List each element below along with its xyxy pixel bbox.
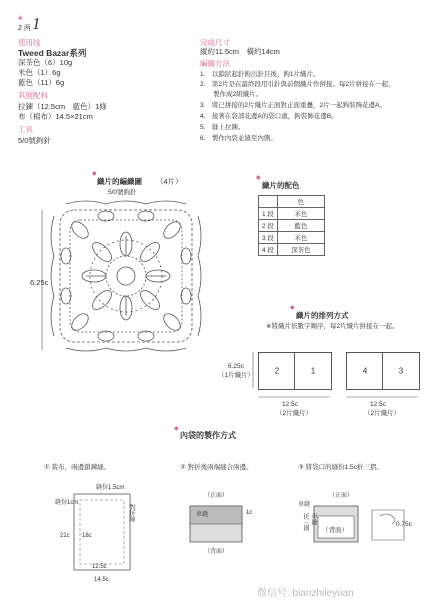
layout-title: 織片的排列方式 bbox=[296, 311, 349, 320]
motif-title: 織片的編織圖 bbox=[97, 177, 142, 186]
bullet-icon: ◆ bbox=[256, 175, 261, 181]
fold-label: 對折線 bbox=[128, 504, 134, 522]
other-item: 拉鍊（12.5cm 藍色）1條 bbox=[18, 102, 107, 111]
table-row bbox=[259, 220, 325, 232]
method-step: 5. 縫上拉鍊。 bbox=[200, 124, 245, 131]
method-step: 6. 製作內袋並縫至內側。 bbox=[200, 135, 277, 142]
layout-width: 12.5c bbox=[282, 401, 298, 408]
layout-width: 12.5c bbox=[370, 401, 386, 408]
back-label: （背面） bbox=[204, 549, 229, 555]
size-header: 完成尺寸 bbox=[200, 38, 230, 47]
layout-width-sub: （2片織片） bbox=[276, 410, 313, 417]
table-cell: 藍色 bbox=[277, 220, 324, 232]
table-row bbox=[259, 208, 325, 220]
method-step: 製作成2組織片。 bbox=[200, 91, 263, 98]
page-label: 2 两 bbox=[18, 25, 31, 32]
method-step: 3. 將已拼接的2片織片正面對正面重疊，2片一起鉤裝飾花邊A。 bbox=[200, 102, 386, 109]
yarn-series: Tweed Bazar系列 bbox=[18, 48, 87, 58]
table-cell bbox=[259, 196, 278, 208]
height-out-label: 21c bbox=[60, 533, 70, 539]
watermark: 微信号: bianzhileyuan bbox=[257, 588, 354, 599]
table-header: 色 bbox=[277, 196, 324, 208]
method-step: 2. 第2片是在最終段用引針與前個織片作拼接。每2片拼接在一起， bbox=[200, 81, 395, 88]
layout-note: ※將織片依數字順序，每2片織片拼接在一起。 bbox=[266, 323, 399, 330]
inner-title: 內袋的製作方式 bbox=[180, 431, 236, 440]
color-table bbox=[258, 195, 325, 256]
bullet-icon: ◆ bbox=[290, 305, 295, 311]
method-step: 1. 以鎖狀起針鉤出針目後，鉤1片織片。 bbox=[200, 71, 320, 78]
height-dimension-arrow bbox=[38, 210, 46, 350]
motif-cell: 1 bbox=[294, 352, 332, 390]
height-dimension-arrow bbox=[250, 352, 256, 392]
motif-height-label: 6.25c bbox=[30, 278, 49, 287]
table-row bbox=[259, 232, 325, 244]
bullet-icon: ◆ bbox=[174, 426, 179, 432]
motif-count: （4片） bbox=[156, 177, 183, 186]
yarn-item: 米色（1）6g bbox=[18, 68, 61, 77]
seam-width-label: 1c bbox=[246, 510, 253, 516]
seam-label: 車縫 bbox=[196, 512, 209, 518]
layout-width-sub: （2片織片） bbox=[364, 410, 401, 417]
layout-height-sub: （1片織片） bbox=[218, 372, 255, 379]
front-label: （正面） bbox=[204, 493, 229, 499]
table-cell: 米色 bbox=[277, 232, 324, 244]
table-cell: 1 段 bbox=[259, 208, 278, 220]
page-marker-icon: ❀ bbox=[18, 16, 24, 22]
table-cell: 米色 bbox=[277, 208, 324, 220]
table-cell: 4 段 bbox=[259, 244, 278, 256]
motif-cell: 3 bbox=[382, 352, 420, 390]
method-header: 編織方法 bbox=[200, 59, 230, 68]
motif-cell: 2 bbox=[258, 352, 296, 390]
seam-top-label: 縫份1.5cm bbox=[96, 485, 125, 491]
height-in-label: 18c bbox=[82, 533, 92, 539]
tools-header: 工具 bbox=[18, 125, 33, 134]
page-number: 1 bbox=[32, 14, 41, 33]
inner-step: ③ 將袋口的縫份1.5c折三摺。 bbox=[298, 464, 383, 471]
yarn-item: 藍色（11）6g bbox=[18, 78, 65, 87]
back-label: （背面） bbox=[322, 527, 348, 534]
table-cell: 深茶色 bbox=[277, 244, 324, 256]
motif-cell: 4 bbox=[346, 352, 384, 390]
table-cell: 3 段 bbox=[259, 232, 278, 244]
front-label: （正面） bbox=[329, 493, 354, 499]
fold-sew-diagram bbox=[188, 500, 248, 550]
size-value: 縱約11.5cm 橫約14cm bbox=[200, 47, 280, 56]
method-step: 4. 接著在袋部花邊A的袋口處，鉤裝飾花邊B。 bbox=[200, 113, 338, 120]
color-title: 織片的配色 bbox=[262, 181, 300, 190]
fold-label: 折三摺 bbox=[302, 513, 308, 531]
tools-item: 5/0號鉤針 bbox=[18, 136, 51, 145]
width-out-label: 14.5c bbox=[94, 577, 109, 583]
other-item: 布（棉布）14.5×21cm bbox=[18, 112, 93, 121]
inner-step: ① 裁布，兩邊鎖鍊縫。 bbox=[44, 464, 111, 471]
layout-height: 6.25c bbox=[228, 363, 244, 370]
motif-hook: 5/0號鉤針 bbox=[108, 189, 137, 196]
yarn-item: 深茶色（6）10g bbox=[18, 58, 73, 67]
materials-header: 使用线 bbox=[18, 38, 41, 47]
inner-step: ② 對折後兩端縫合兩邊。 bbox=[180, 464, 253, 471]
seam-side-label: 縫份1cm bbox=[55, 500, 79, 506]
bullet-icon: ◆ bbox=[92, 171, 97, 177]
width-in-label: 12.5c bbox=[92, 564, 107, 570]
table-cell: 2 段 bbox=[259, 220, 278, 232]
hem-size-label: 0.75c bbox=[396, 521, 412, 528]
motif-chart-diagram bbox=[46, 196, 206, 356]
seam-side-label: 車縫 bbox=[310, 513, 316, 525]
seam-label: 車縫 bbox=[298, 502, 311, 508]
table-row bbox=[259, 244, 325, 256]
other-materials-header: 其他配料 bbox=[18, 91, 48, 100]
